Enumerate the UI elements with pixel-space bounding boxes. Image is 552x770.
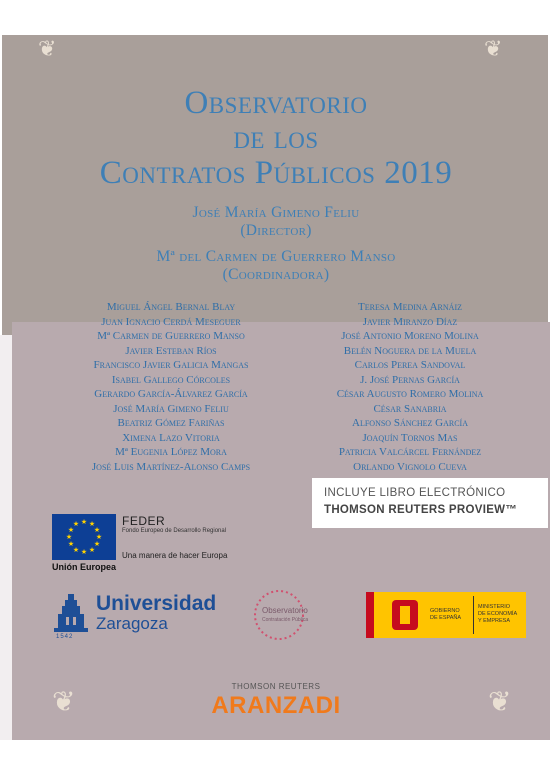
svg-text:★: ★ [65,533,73,541]
observatorio-line-1: Observatorio [262,606,308,615]
author-name: Miguel Ángel Bernal Blay [106,301,236,313]
author-name: Mª Carmen de Guerrero Manso [97,330,245,342]
director-name: José María Gimeno Feliu [192,204,360,221]
author-name: Francisco Javier Galicia Mangas [93,359,249,371]
author-name: José Antonio Moreno Molina [341,330,479,342]
book-title-line-2: de los [233,120,319,156]
ministerio-line-1: MINISTERIO [478,604,511,610]
author-name: César Augusto Romero Molina [336,388,484,400]
author-name: Patricia Valcárcel Fernández [338,446,482,458]
svg-text:★: ★ [67,526,75,534]
svg-text:★: ★ [93,540,101,548]
ministerio-line-2: DE ECONOMÍA [478,611,518,617]
director-role: (Director) [240,222,312,239]
author-name: Gerardo García-Álvarez García [94,388,248,400]
book-title-line-3: Contratos Públicos 2019 [99,155,453,191]
observatorio-circle-icon [250,586,308,644]
svg-text:★: ★ [88,546,96,554]
flourish-icon: ❦ [484,36,503,61]
authors-right-column [300,300,520,474]
author-name: César Sanabria [373,402,447,415]
coordinator-role: (Coordinadora) [222,266,330,283]
svg-text:★: ★ [95,533,103,541]
eu-caption: Unión Europea [52,562,117,572]
flourish-icon: ❦ [38,36,57,61]
author-name: Beatriz Gómez Fariñas [117,417,225,429]
author-name: Alfonso Sánchez García [352,417,468,429]
gobierno-line-2: DE ESPAÑA [430,615,462,621]
flourish-icon: ❦ [52,687,76,718]
feder-slogan: Una manera de hacer Europa [122,551,228,560]
cover-edge [0,335,12,740]
ministerio-line-3: Y EMPRESA [478,618,510,624]
author-name: José María Gimeno Feliu [113,402,229,415]
author-name: Belén Noguera de la Muela [343,344,477,357]
svg-text:★: ★ [72,546,80,554]
author-name: Joaquín Tornos Mas [362,431,458,444]
authors-left-column [60,300,282,474]
flourish-icon: ❦ [488,687,512,718]
coordinator-name: Mª del Carmen de Guerrero Manso [156,248,396,265]
publisher-name: ARANZADI [211,692,341,719]
ebook-badge [312,478,548,528]
author-name: Mª Eugenia López Mora [115,446,227,458]
university-tower-icon [54,594,88,634]
eu-flag-icon [52,514,116,560]
svg-text:★: ★ [67,540,75,548]
author-name: Orlando Vignolo Cueva [353,460,467,473]
author-name: Javier Miranzo Díaz [362,315,458,328]
ebook-line-2: THOMSON REUTERS PROVIEW™ [324,504,518,516]
gobierno-line-1: GOBIERNO [430,608,460,614]
publisher-small: THOMSON REUTERS [231,682,321,691]
author-name: Javier Esteban Ríos [125,344,217,357]
unizar-year: 1542 [56,634,74,640]
author-name: J. José Pernas García [360,373,460,386]
author-name: Carlos Perea Sandoval [354,359,466,371]
author-name: Teresa Medina Arnáiz [358,301,462,313]
feder-subtitle: Fondo Europeo de Desarrollo Regional [122,528,227,534]
unizar-line-1: Universidad [96,592,217,615]
svg-text:★: ★ [80,548,88,556]
author-name: Juan Ignacio Cerdá Meseguer [101,315,241,328]
author-name: José Luis Martínez-Alonso Camps [91,460,251,473]
svg-text:★: ★ [72,520,80,528]
book-title-line-1: Observatorio [184,85,368,121]
svg-text:★: ★ [93,526,101,534]
feder-title: FEDER [122,514,166,528]
observatorio-line-2: Contratación Pública [262,617,309,623]
author-name: Isabel Gallego Córcoles [111,373,231,386]
ebook-line-1: INCLUYE LIBRO ELECTRÓNICO [324,487,506,499]
unizar-line-2: Zaragoza [96,614,168,633]
author-name: Ximena Lazo Vitoria [122,431,220,444]
svg-text:★: ★ [88,520,96,528]
svg-text:★: ★ [80,518,88,526]
